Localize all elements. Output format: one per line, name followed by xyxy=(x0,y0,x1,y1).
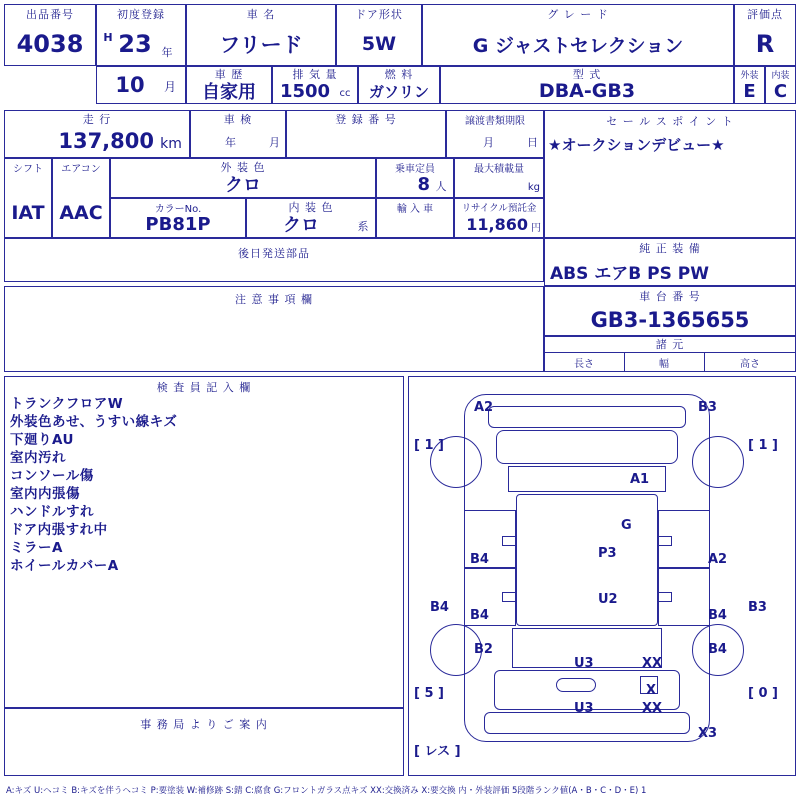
reg-number-label: 登 録 番 号 xyxy=(335,113,397,126)
inspector-note-line: 外装色あせ、うすい線キズ xyxy=(10,413,178,430)
caution-label: 注 意 事 項 欄 xyxy=(235,293,313,306)
damage-tag: U3 xyxy=(574,656,594,671)
transfer-month-unit: 月 xyxy=(483,136,494,149)
history-label: 車 歴 xyxy=(214,68,244,81)
recycle-unit: 円 xyxy=(531,222,541,234)
seats-value: 8 xyxy=(417,173,430,195)
damage-tag: X3 xyxy=(698,726,718,741)
damage-tag: [ 1 ] xyxy=(748,438,778,453)
right-mirror xyxy=(658,536,672,546)
rating-label: 評価点 xyxy=(747,8,783,21)
damage-tag: X xyxy=(646,683,657,698)
inspector-notes-label: 検 査 員 記 入 欄 xyxy=(156,381,252,394)
inspector-note-line: 室内内張傷 xyxy=(10,485,80,502)
first-reg-year-unit: 年 xyxy=(161,46,173,59)
first-reg-era: H xyxy=(103,30,113,44)
interior-grade-value: C xyxy=(773,80,788,102)
damage-tag: A2 xyxy=(708,552,728,567)
front-bumper xyxy=(488,406,686,428)
lot-number-value: 4038 xyxy=(16,30,84,58)
ext-color-value: クロ xyxy=(225,175,261,196)
grade-label: グ レ ー ド xyxy=(547,8,609,21)
rating-value: R xyxy=(755,30,775,58)
lot-number-label: 出品番号 xyxy=(26,8,74,21)
displacement-value: 1500 xyxy=(279,80,331,102)
grade-value: G ジャストセレクション xyxy=(472,34,684,57)
recycle-label: リサイクル預託金 xyxy=(461,203,537,214)
car-name-label: 車 名 xyxy=(246,8,276,21)
shaken-year-unit: 年 xyxy=(225,136,236,149)
inspector-note-line: ハンドルすれ xyxy=(10,503,94,520)
inspector-notes-list xyxy=(10,396,402,576)
damage-tag: XX xyxy=(642,701,663,716)
damage-tag: B4 xyxy=(470,552,489,567)
cabin xyxy=(516,494,658,626)
inspector-note-line: ホイールカバーA xyxy=(10,557,119,574)
later-parts-label: 後日発送部品 xyxy=(238,247,310,260)
damage-tag: A1 xyxy=(630,472,650,487)
seats-label: 乗車定員 xyxy=(395,163,435,175)
car-name-value: フリード xyxy=(219,33,303,57)
mileage-unit: km xyxy=(160,136,182,152)
first-reg-label: 初度登録 xyxy=(117,8,165,21)
first-reg-month: 10 xyxy=(115,73,145,97)
inspector-note-line: ミラーA xyxy=(10,539,63,556)
damage-tag: G xyxy=(621,518,632,533)
color-no-value: PB81P xyxy=(145,213,211,235)
chassis-value: GB3-1365655 xyxy=(590,308,750,332)
damage-tag: [ 1 ] xyxy=(414,438,444,453)
inspector-note-line: コンソール傷 xyxy=(10,467,94,484)
damage-tag: B3 xyxy=(698,400,717,415)
displacement-label: 排 気 量 xyxy=(292,68,338,81)
recycle-value: 11,860 xyxy=(466,214,528,234)
int-color-value: クロ xyxy=(283,215,319,236)
displacement-unit: cc xyxy=(339,87,351,99)
history-value: 自家用 xyxy=(202,82,256,103)
mileage-value: 137,800 xyxy=(58,129,154,153)
damage-tag: B4 xyxy=(708,642,727,657)
shift-label: シフト xyxy=(13,163,43,175)
first-reg-month-unit: 月 xyxy=(163,79,176,94)
int-color-suffix: 系 xyxy=(357,220,369,233)
aircon-value: AAC xyxy=(59,202,103,224)
damage-tag: B2 xyxy=(474,642,493,657)
damage-tag: [ 5 ] xyxy=(414,686,444,701)
equipment-label: 純 正 装 備 xyxy=(639,242,701,255)
transfer-deadline-label: 譲渡書類期限 xyxy=(465,115,525,127)
damage-tag: XX xyxy=(642,656,663,671)
equipment-value: ABS エアB PS PW xyxy=(550,263,709,284)
right-rear-handle xyxy=(658,592,672,602)
seats-unit: 人 xyxy=(435,180,447,193)
fuel-value: ガソリン xyxy=(368,82,429,101)
transfer-day-unit: 日 xyxy=(527,136,538,149)
exterior-grade-label: 外装 xyxy=(740,70,759,81)
import-label: 輸 入 車 xyxy=(396,203,434,215)
license-plate xyxy=(556,678,596,692)
damage-tag: [ レス ] xyxy=(414,744,461,759)
chassis-label: 車 台 番 号 xyxy=(639,290,701,303)
interior-grade-label: 内装 xyxy=(771,70,790,81)
fuel-label: 燃 料 xyxy=(384,68,414,81)
shift-value: IAT xyxy=(11,202,45,224)
dimension-label: 諸 元 xyxy=(655,338,685,351)
max-load-unit: kg xyxy=(527,181,540,193)
color-no-label: カラーNo. xyxy=(154,203,202,215)
damage-tag: P3 xyxy=(598,546,617,561)
damage-tag: A2 xyxy=(474,400,494,415)
wheel-front-right xyxy=(692,436,744,488)
dimension-width-label: 幅 xyxy=(659,359,669,370)
left-rear-handle xyxy=(502,592,516,602)
damage-tag: U3 xyxy=(574,701,594,716)
office-notice-label: 事 務 局 よ り ご 案 内 xyxy=(140,718,268,731)
exterior-grade-value: E xyxy=(743,80,756,102)
damage-tag: U2 xyxy=(598,592,618,607)
hood xyxy=(496,430,678,464)
left-mirror xyxy=(502,536,516,546)
mileage-label: 走 行 xyxy=(82,113,112,126)
damage-tag: B4 xyxy=(470,608,489,623)
ext-color-label: 外 装 色 xyxy=(220,161,266,174)
max-load-label: 最大積載量 xyxy=(474,163,524,175)
door-shape-label: ドア形状 xyxy=(355,8,403,21)
damage-tag: B4 xyxy=(708,608,727,623)
model-code-value: DBA-GB3 xyxy=(538,80,636,102)
int-color-label: 内 装 色 xyxy=(288,201,334,214)
model-code-label: 型 式 xyxy=(572,68,602,81)
inspector-note-line: トランクフロアW xyxy=(10,396,124,412)
dimension-height-label: 高さ xyxy=(740,359,760,370)
first-reg-year: 23 xyxy=(118,30,152,58)
sales-point-value: ★オークションデビュー★ xyxy=(548,135,725,154)
damage-tag: [ 0 ] xyxy=(748,686,778,701)
damage-diagram xyxy=(408,378,794,768)
door-shape-value: 5W xyxy=(361,33,397,55)
aircon-label: エアコン xyxy=(61,163,101,175)
legend-text: A:キズ U:ヘコミ B:キズを伴うヘコミ P:要塗装 W:補修跡 S:錆 C:腐食 G:フロントガラス点キズ XX:交換済み X:要交換 内・外装評価 5段階ランク値(A・B・C・D・E) 1 xyxy=(6,786,647,796)
inspector-note-line: 室内汚れ xyxy=(10,449,66,466)
sales-point-label: セ ー ル ス ポ イ ン ト xyxy=(606,115,734,128)
inspector-note-line: ドア内張すれ中 xyxy=(10,521,108,538)
inspector-note-line: 下廻りAU xyxy=(10,431,74,448)
shaken-month-unit: 月 xyxy=(269,136,280,149)
dimension-length-label: 長さ xyxy=(574,359,594,370)
damage-tag: B3 xyxy=(748,600,767,615)
damage-tag: B4 xyxy=(430,600,449,615)
shaken-label: 車 検 xyxy=(223,113,253,126)
